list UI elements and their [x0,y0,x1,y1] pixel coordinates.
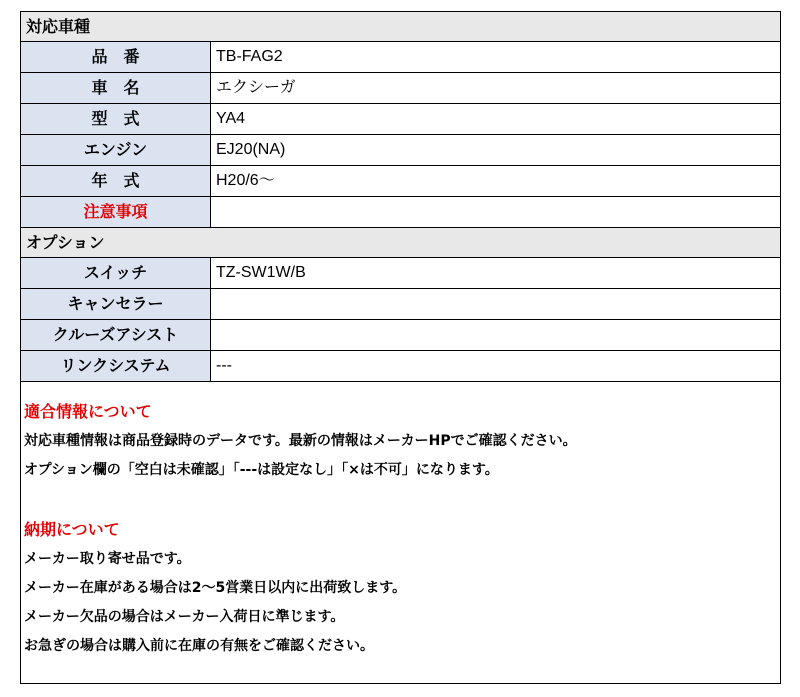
section-header-compat: 対応車種 [21,12,780,42]
label-canceller: キャンセラー [21,289,211,319]
label-notes: 注意事項 [21,197,211,227]
section-header-options: オプション [21,228,780,258]
label-model-code: 型 式 [21,104,211,134]
row-notes [21,197,780,228]
row-switch [21,258,780,289]
label-link-system: リンクシステム [21,351,211,381]
delivery-line: メーカー在庫がある場合は2〜5営業日以内に出荷致します。 [24,580,407,596]
row-car-name [21,73,780,104]
label-part-number: 品 番 [21,42,211,72]
value-car-name: エクシーガ [216,79,296,96]
label-car-name: 車 名 [21,73,211,103]
label-engine: エンジン [21,135,211,165]
delivery-heading: 納期について [24,520,120,539]
compat-info-line: オプション欄の「空白は未確認」「---は設定なし」「×は不可」になります。 [24,462,499,478]
value-engine: EJ20(NA) [216,141,286,158]
value-switch: TZ-SW1W/B [216,264,306,281]
row-canceller [21,289,780,320]
delivery-line: メーカー欠品の場合はメーカー入荷日に準じます。 [24,609,345,625]
row-cruise-assist [21,320,780,351]
compat-info-heading: 適合情報について [24,402,152,421]
label-model-year: 年 式 [21,166,211,196]
value-part-number: TB-FAG2 [216,48,283,65]
delivery-line: メーカー取り寄せ品です。 [24,551,191,567]
value-model-code: YA4 [216,110,246,127]
row-model-year [21,166,780,197]
delivery-line: お急ぎの場合は購入前に在庫の有無をご確認ください。 [24,638,374,654]
row-part-number [21,42,780,73]
value-link-system: --- [216,357,232,374]
label-cruise-assist: クルーズアシスト [21,320,211,350]
row-model-code [21,104,780,135]
spec-sheet [20,11,781,684]
compat-info-line: 対応車種情報は商品登録時のデータです。最新の情報はメーカーHPでご確認ください。 [24,433,577,449]
row-link-system [21,351,780,382]
value-model-year: H20/6〜 [216,172,275,189]
row-engine [21,135,780,166]
label-switch: スイッチ [21,258,211,288]
